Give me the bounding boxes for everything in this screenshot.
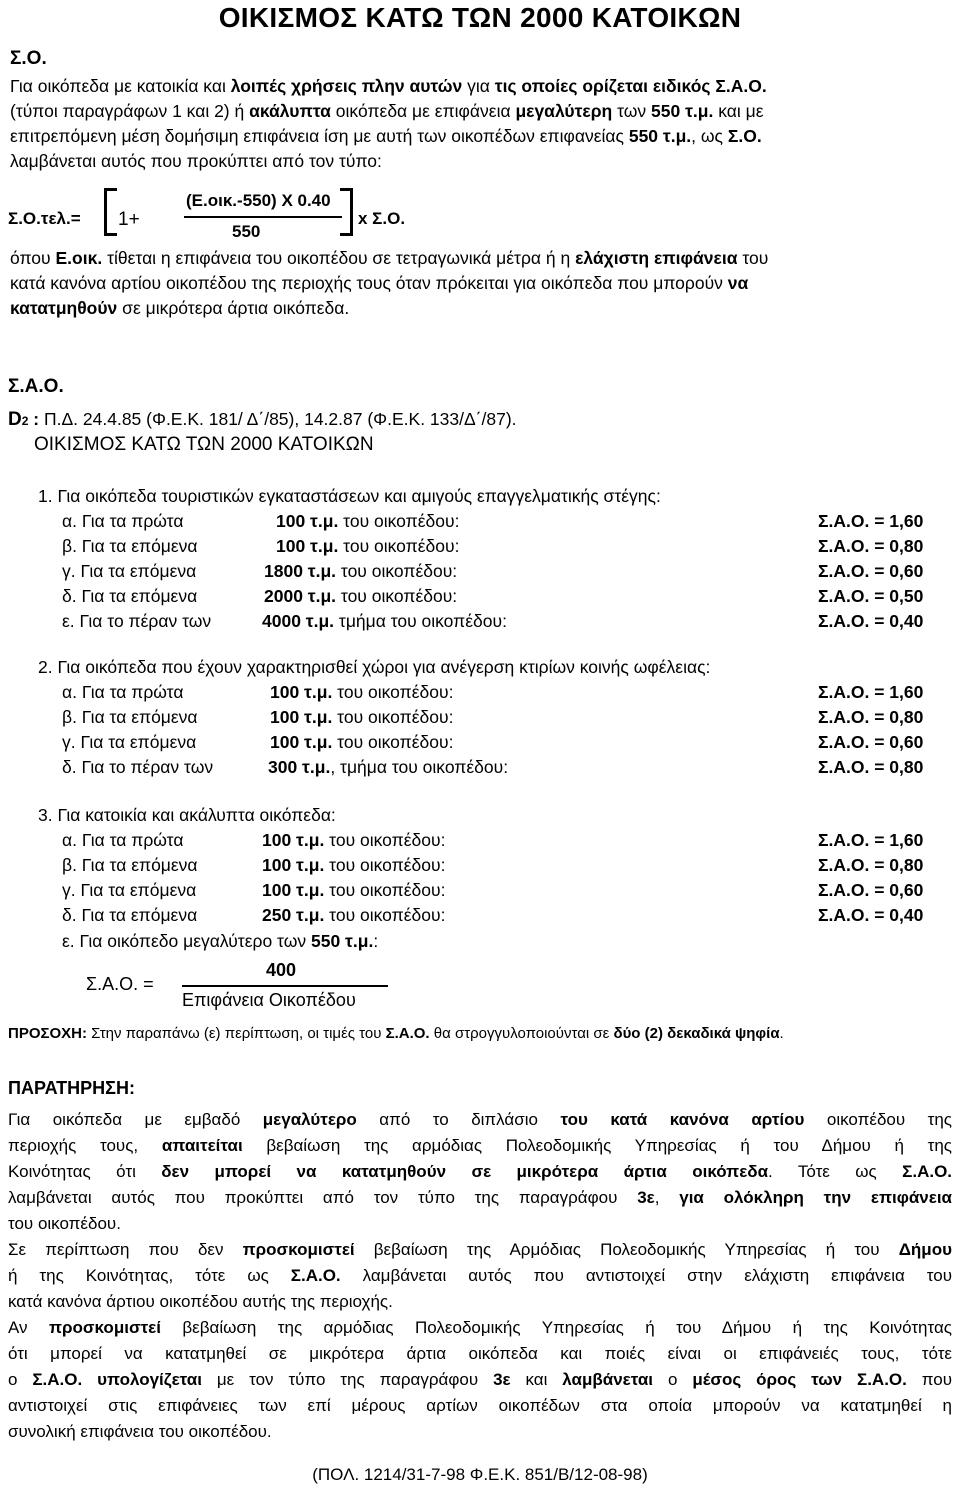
remark-p3-line-3: ο Σ.Α.Ο. υπολογίζεται με τον τύπο της παραγράφου 3ε και λαμβάνεται ο μέσος όρος των Σ.Α.Ο. που [8,1370,952,1389]
caution-note: ΠΡΟΣΟΧΗ: Στην παραπάνω (ε) περίπτωση, οι τιμές του Σ.Α.Ο. θα στρογγυλοποιούνται σε δύο (2) δεκαδικά ψηφία. [8,1025,784,1042]
row-label: γ. Για τα επόμενα [62,880,197,900]
row-value: Σ.Α.Ο. = 1,60 [818,511,924,531]
row-label: δ. Για το πέραν των [62,757,214,777]
row-label: ε. Για το πέραν των [62,611,212,631]
formula-numerator: (Ε.οικ.-550) Χ 0.40 [186,191,331,210]
intro-line-2: (τύποι παραγράφων 1 και 2) ή ακάλυπτα οικόπεδα με επιφάνεια μεγαλύτερη των 550 τ.μ. και με [10,101,764,121]
where-line-1: όπου Ε.οικ. τίθεται η επιφάνεια του οικοπέδου σε τετραγωνικά μέτρα ή η ελάχιστη επιφάνεια του [10,248,769,268]
row-area: 4000 τ.μ. τμήμα του οικοπέδου: [262,611,507,631]
row-value: Σ.Α.Ο. = 0,80 [818,757,924,777]
row-value: Σ.Α.Ο. = 1,60 [818,830,924,850]
row-area: 100 τ.μ. του οικοπέδου: [262,830,446,850]
d2-reference: D2 : Π.Δ. 24.4.85 (Φ.Ε.Κ. 181/ Δ΄/85), 14.2.87 (Φ.Ε.Κ. 133/Δ΄/87). [8,409,517,430]
formula2-fraction-line [182,985,388,987]
intro-line-1: Για οικόπεδα με κατοικία και λοιπές χρήσεις πλην αυτών για τις οποίες ορίζεται ειδικός Σ.Α.Ο. [10,76,767,96]
row-label: α. Για τα πρώτα [62,830,184,850]
row-area: 100 τ.μ. του οικοπέδου: [262,880,446,900]
row-label: β. Για τα επόμενα [62,855,198,875]
formula-lhs: Σ.Ο.τελ.= [8,209,81,228]
formula2-numerator: 400 [266,960,297,980]
row-area: 300 τ.μ., τμήμα του οικοπέδου: [268,757,509,777]
row-last: ε. Για οικόπεδο μεγαλύτερο των 550 τ.μ.: [62,931,379,951]
row-value: Σ.Α.Ο. = 0,40 [818,905,924,925]
row-value: Σ.Α.Ο. = 0,80 [818,855,924,875]
row-value: Σ.Α.Ο. = 1,60 [818,682,924,702]
row-area: 100 τ.μ. του οικοπέδου: [276,536,460,556]
sao-heading: Σ.Α.Ο. [8,376,64,397]
remark-heading: ΠΑΡΑΤΗΡΗΣΗ: [8,1078,135,1098]
row-area: 1800 τ.μ. του οικοπέδου: [264,561,458,581]
page-title: ΟΙΚΙΣΜΟΣ ΚΑΤΩ ΤΩΝ 2000 ΚΑΤΟΙΚΩΝ [218,2,742,33]
row-area: 100 τ.μ. του οικοπέδου: [276,511,460,531]
remark-p3-line-2: ότι μπορεί να κατατμηθεί σε μικρότερα άρτια οικόπεδα και ποιές είναι οι επιφάνειές τους, τότε [8,1344,952,1363]
where-line-2: κατά κανόνα αρτίου οικοπέδου της περιοχής τους όταν πρόκειται για οικόπεδα που μπορούν να [10,273,749,293]
row-value: Σ.Α.Ο. = 0,60 [818,561,924,581]
section-heading: 1. Για οικόπεδα τουριστικών εγκαταστάσεων και αμιγούς επαγγελματικής στέγης: [38,486,661,506]
row-label: β. Για τα επόμενα [62,536,198,556]
formula2-lhs: Σ.Α.Ο. = [86,974,154,994]
subtitle: ΟΙΚΙΣΜΟΣ ΚΑΤΩ ΤΩΝ 2000 ΚΑΤΟΙΚΩΝ [34,434,374,455]
remark-p3-line-5: συνολική επιφάνεια του οικοπέδου. [8,1422,272,1441]
right-bracket [340,188,353,236]
formula2-denominator: Επιφάνεια Οικοπέδου [182,990,356,1010]
section-heading: 3. Για κατοικία και ακάλυπτα οικόπεδα: [38,805,336,825]
intro-line-4: λαμβάνεται αυτός που προκύπτει από τον τύπο: [10,151,382,171]
row-label: δ. Για τα επόμενα [62,586,198,606]
so-heading: Σ.Ο. [10,48,47,69]
row-value: Σ.Α.Ο. = 0,80 [818,536,924,556]
row-area: 2000 τ.μ. του οικοπέδου: [264,586,458,606]
footer-reference: (ΠΟΛ. 1214/31-7-98 Φ.Ε.Κ. 851/Β/12-08-98) [312,1465,648,1484]
remark-p1-line-5: του οικοπέδου. [8,1214,121,1233]
row-area: 100 τ.μ. του οικοπέδου: [270,732,454,752]
row-value: Σ.Α.Ο. = 0,40 [818,611,924,631]
remark-p3-line-4: αντιστοιχεί στις επιφάνειες των επί μέρους αρτίων οικοπέδων στα οποία μπορούν να κατατμηθεί η [8,1396,952,1415]
row-label: δ. Για τα επόμενα [62,905,198,925]
remark-p1-line-2: περιοχής τους, απαιτείται βεβαίωση της αρμόδιας Πολεοδομικής Υπηρεσίας ή του Δήμου ή της [8,1136,953,1155]
remark-p3-line-1: Αν προσκομιστεί βεβαίωση της αρμόδιας Πολεοδομικής Υπηρεσίας ή του Δήμου ή της Κοινότητας [8,1318,952,1337]
row-area: 250 τ.μ. του οικοπέδου: [262,905,446,925]
remark-p1-line-1: Για οικόπεδα με εμβαδό μεγαλύτερο από το διπλάσιο του κατά κανόνα αρτίου οικοπέδου της [8,1110,953,1129]
section-heading: 2. Για οικόπεδα που έχουν χαρακτηρισθεί χώροι για ανέγερση κτιρίων κοινής ωφέλειας: [38,657,711,677]
row-value: Σ.Α.Ο. = 0,80 [818,707,924,727]
row-value: Σ.Α.Ο. = 0,50 [818,586,924,606]
row-value: Σ.Α.Ο. = 0,60 [818,880,924,900]
row-area: 100 τ.μ. του οικοπέδου: [262,855,446,875]
row-label: γ. Για τα επόμενα [62,732,197,752]
row-value: Σ.Α.Ο. = 0,60 [818,732,924,752]
remark-p2-line-2: ή της Κοινότητας, τότε ως Σ.Α.Ο. λαμβάνεται αυτός που αντιστοιχεί στην ελάχιστη επιφάνεια του [8,1266,952,1285]
row-area: 100 τ.μ. του οικοπέδου: [270,707,454,727]
remark-p2-line-3: κατά κανόνα άρτιου οικοπέδου αυτής της περιοχής. [8,1292,393,1311]
remark-p2-line-1: Σε περίπτωση που δεν προσκομιστεί βεβαίωση της Αρμόδιας Πολεοδομικής Υπηρεσίας ή του Δήμου [8,1240,952,1259]
formula-denominator: 550 [232,222,261,241]
row-area: 100 τ.μ. του οικοπέδου: [270,682,454,702]
remark-p1-line-3: Κοινότητας ότι δεν μπορεί να κατατμηθούν σε μικρότερα άρτια οικόπεδα. Τότε ως Σ.Α.Ο. [8,1162,953,1181]
row-label: α. Για τα πρώτα [62,682,184,702]
row-label: α. Για τα πρώτα [62,511,184,531]
row-label: β. Για τα επόμενα [62,707,198,727]
row-label: γ. Για τα επόμενα [62,561,197,581]
left-bracket [104,188,117,236]
intro-line-3: επιτρεπόμενη μέση δομήσιμη επιφάνεια ίση με αυτή των οικοπέδων επιφανείας 550 τ.μ., ως Σ.Ο. [10,126,762,146]
formula-fraction-line [184,216,342,218]
formula-rhs: x Σ.Ο. [358,209,406,228]
formula-one-plus: 1+ [118,209,140,230]
where-line-3: κατατμηθούν σε μικρότερα άρτια οικόπεδα. [10,298,350,318]
remark-p1-line-4: λαμβάνεται αυτός που προκύπτει από τον τύπο της παραγράφου 3ε, για ολόκληρη την επιφάνεια [8,1188,953,1207]
